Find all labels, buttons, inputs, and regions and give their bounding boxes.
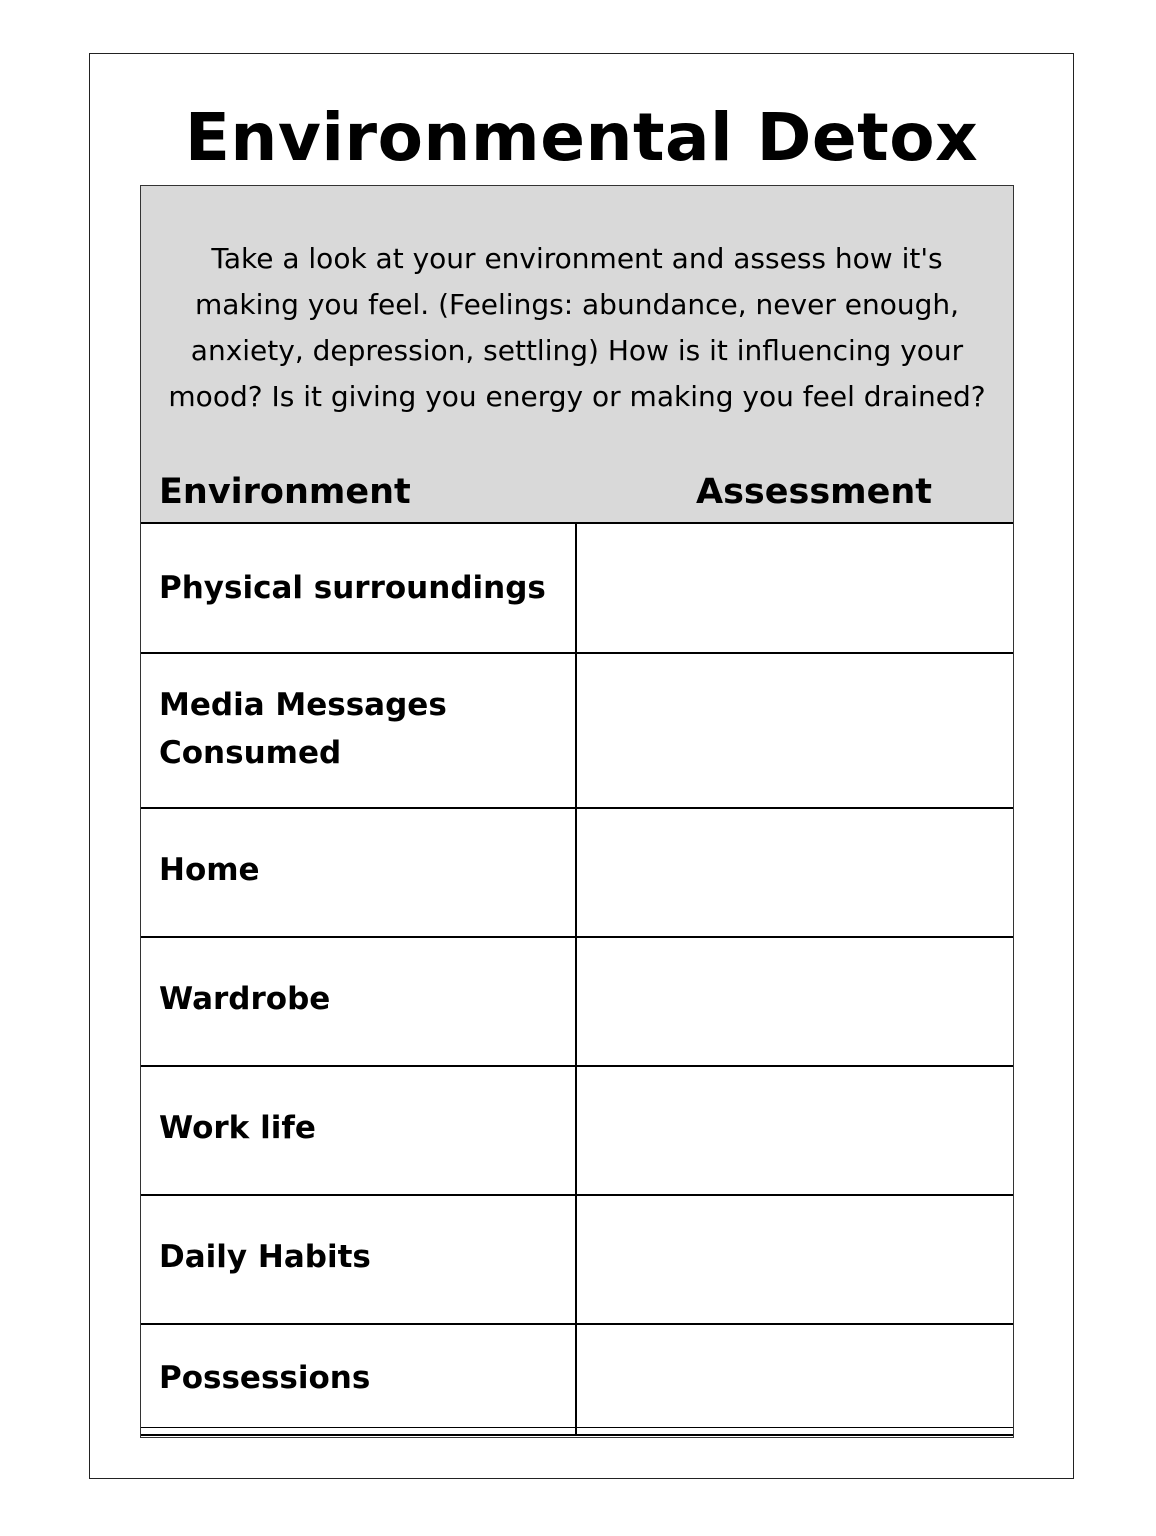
assessment-cell-home[interactable] <box>577 809 1013 936</box>
table-row <box>141 809 1013 938</box>
row-label-work-life: Work life <box>141 1067 577 1194</box>
assessment-cell-work-life[interactable] <box>577 1067 1013 1194</box>
row-label-possessions: Possessions <box>141 1325 577 1427</box>
table-row <box>141 1067 1013 1196</box>
column-header-environment: Environment <box>159 472 411 512</box>
row-label-media-messages: Media Messages Consumed <box>141 654 577 807</box>
assessment-cell-daily-habits[interactable] <box>577 1196 1013 1323</box>
row-label-home: Home <box>141 809 577 936</box>
table-row <box>141 1325 1013 1428</box>
worksheet-table <box>140 185 1014 1438</box>
table-bottom-edge <box>141 1428 1013 1436</box>
instructions-text: Take a look at your environment and assess how it's making you feel. (Feelings: abundance, never enough, anxiety, depression, settling) How is it influencing your mood? Is it giving you energy or making you feel drained? <box>168 242 986 413</box>
assessment-cell-media-messages[interactable] <box>577 654 1013 807</box>
instructions-header <box>141 186 1013 524</box>
table-body <box>141 524 1013 1436</box>
table-row <box>141 524 1013 654</box>
table-bottom-divider <box>141 1428 577 1434</box>
row-label-daily-habits: Daily Habits <box>141 1196 577 1323</box>
assessment-cell-physical-surroundings[interactable] <box>577 524 1013 652</box>
assessment-cell-possessions[interactable] <box>577 1325 1013 1427</box>
row-label-wardrobe: Wardrobe <box>141 938 577 1065</box>
table-row <box>141 938 1013 1067</box>
assessment-cell-wardrobe[interactable] <box>577 938 1013 1065</box>
row-label-physical-surroundings: Physical surroundings <box>141 524 577 652</box>
column-header-assessment: Assessment <box>696 472 933 512</box>
page-title: Environmental Detox <box>184 99 979 176</box>
table-row <box>141 1196 1013 1325</box>
table-row <box>141 654 1013 809</box>
